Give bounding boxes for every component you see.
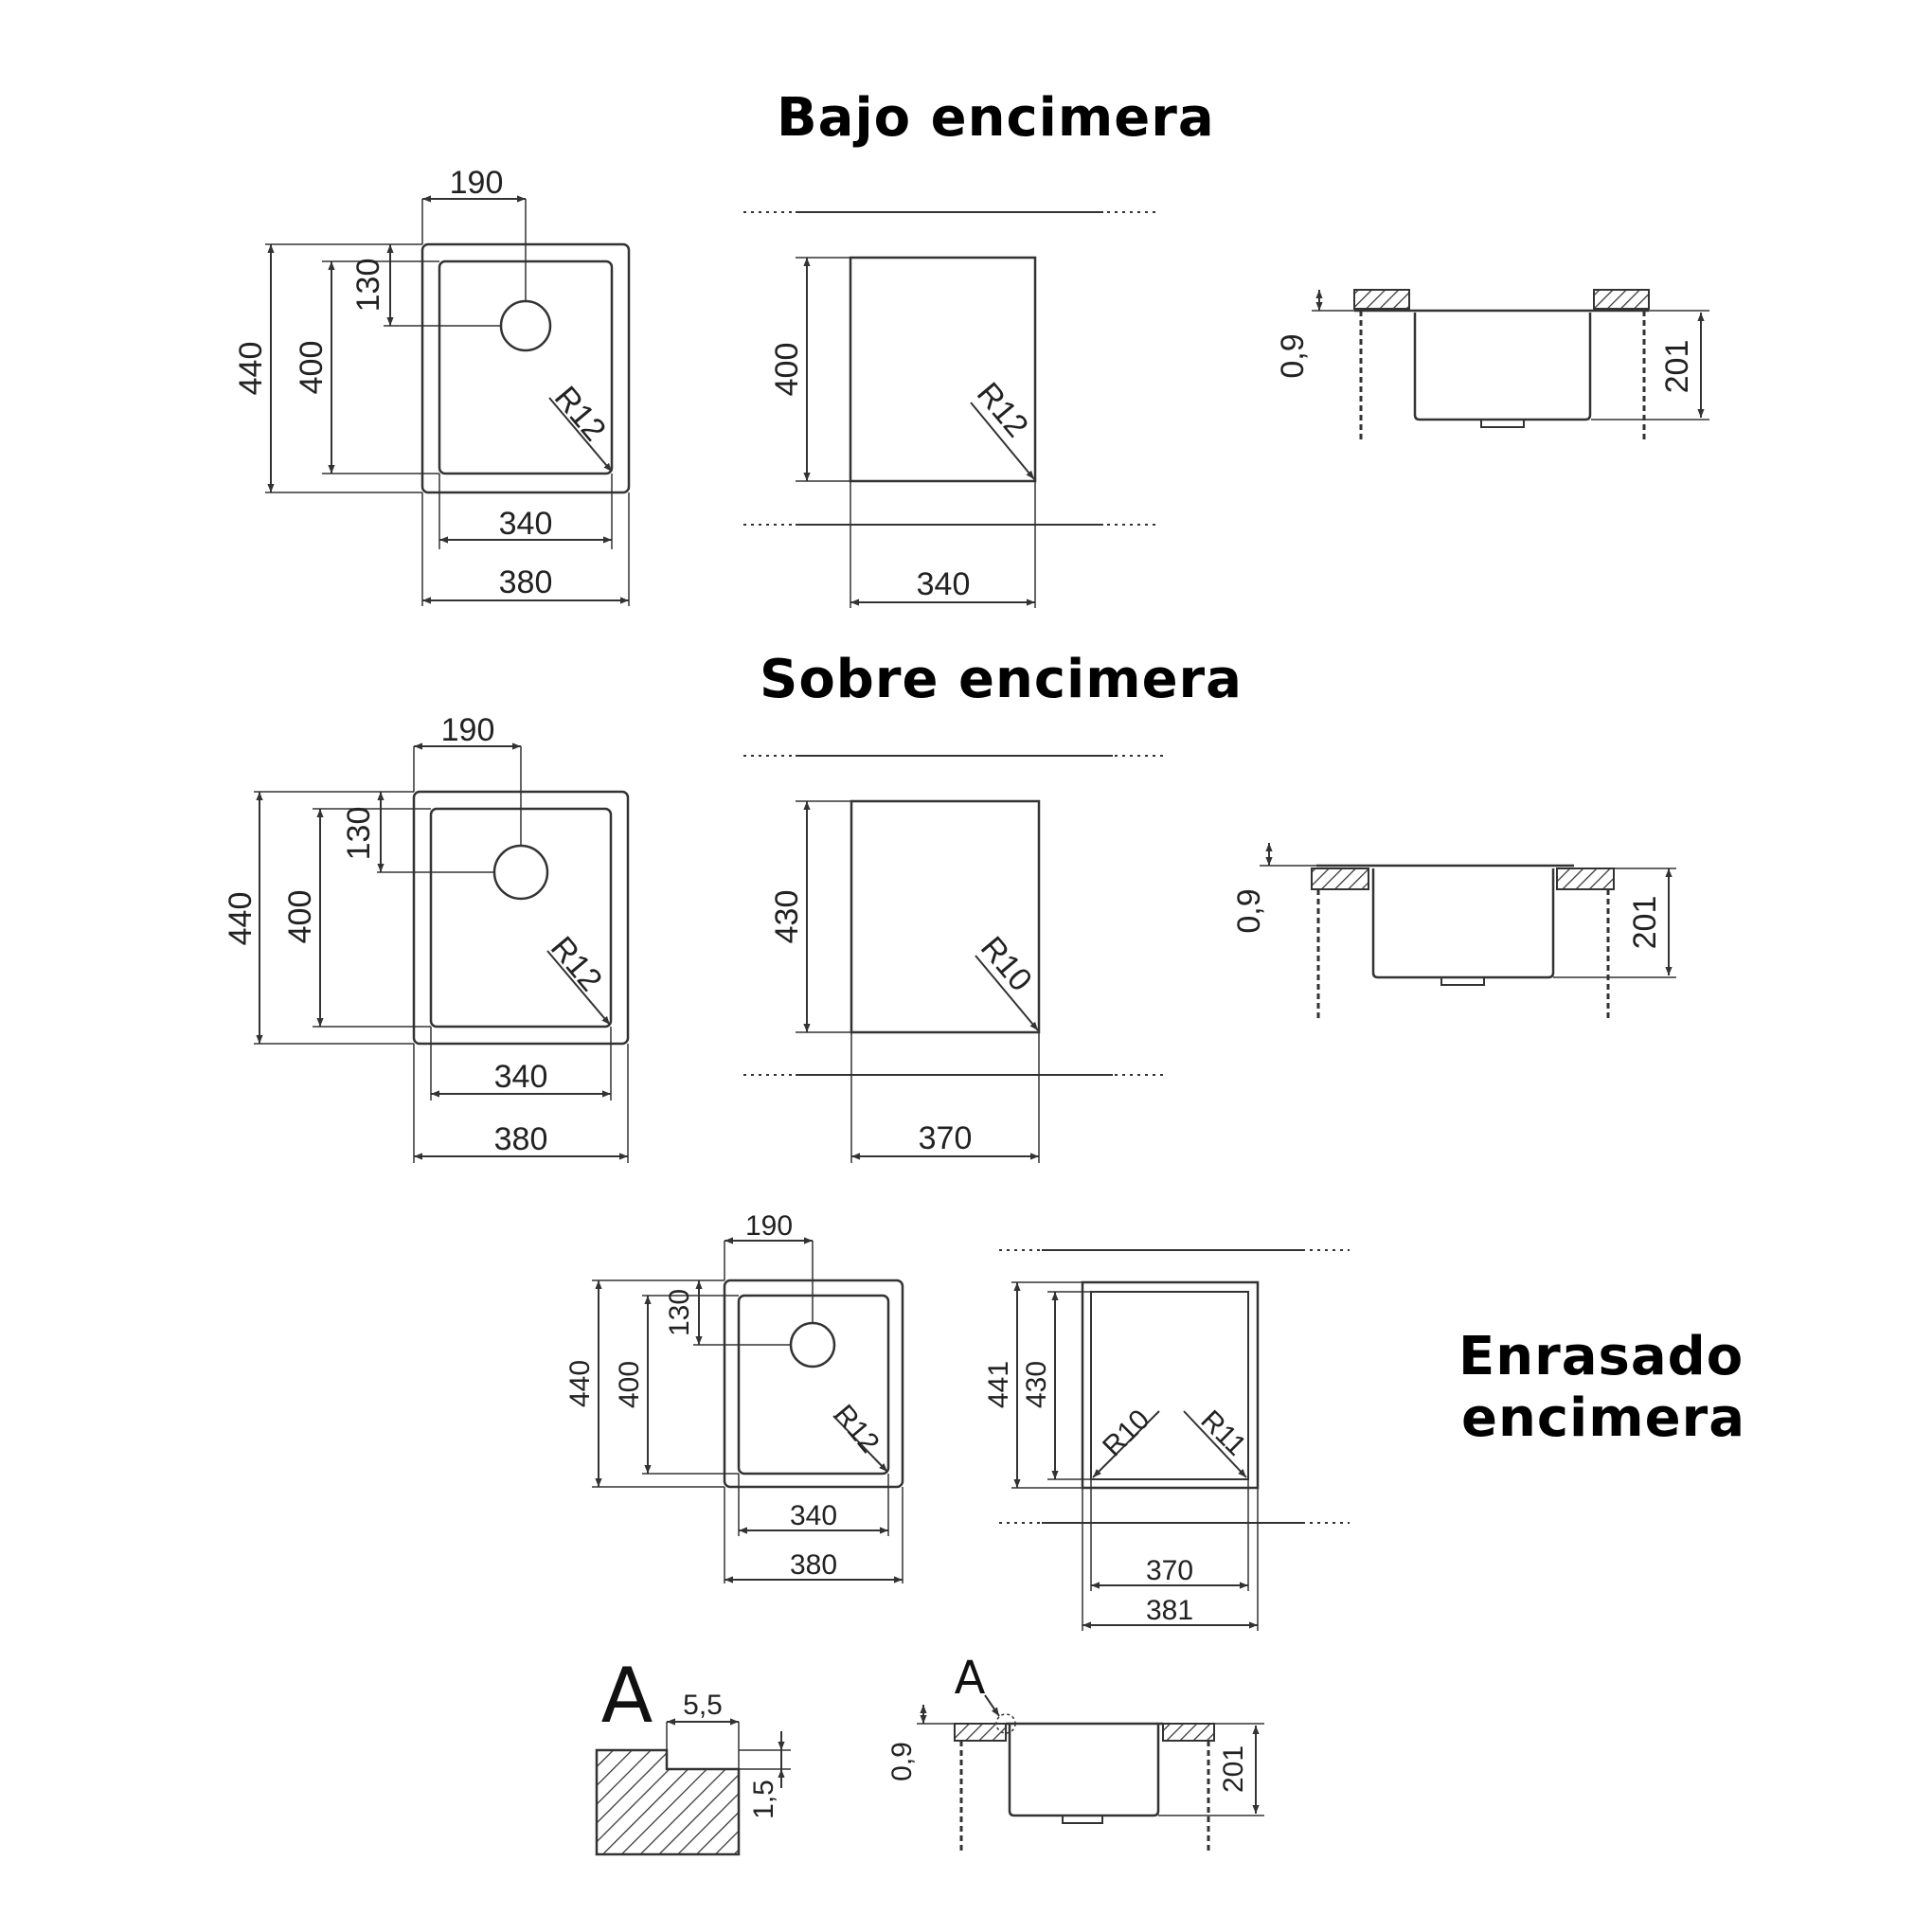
enrasado-outer-rim [724, 1280, 903, 1487]
detail-a-label: A [600, 1652, 653, 1740]
sobre-cutout-dim-370: 370 [918, 1120, 973, 1156]
sobre-dim-340: 340 [493, 1059, 548, 1095]
enrasado-cutout-dim-r11: R11 [1194, 1404, 1253, 1462]
sobre-cutout-view [743, 756, 1165, 1163]
sobre-cutout-dim-r10: R10 [973, 929, 1040, 999]
enrasado-cutout-dim-r10: R10 [1097, 1404, 1156, 1463]
detail-a-hatched-section [597, 1750, 739, 1854]
sobre-drain [494, 846, 547, 899]
bajo-dim-380: 380 [498, 564, 553, 600]
enrasado-dim-190: 190 [744, 1210, 794, 1242]
detail-a-dim-55: 5,5 [683, 1690, 723, 1721]
bajo-dim-130: 130 [350, 258, 386, 313]
sobre-bowl-section [1373, 868, 1553, 977]
bajo-cutout-dim-340: 340 [916, 566, 971, 602]
enrasado-dim-130: 130 [664, 1288, 695, 1337]
enrasado-cutout-dim-430: 430 [1021, 1360, 1052, 1409]
enrasado-dim-440: 440 [564, 1359, 596, 1408]
enrasado-cutout-dim-370: 370 [1145, 1555, 1194, 1586]
bajo-section-dim-201: 201 [1659, 339, 1695, 394]
bajo-cutout-view [743, 212, 1155, 608]
title-bajo-encimera: Bajo encimera [777, 87, 1215, 149]
sobre-section-dim-09: 0,9 [1231, 888, 1267, 934]
enrasado-cutout-dim-381: 381 [1145, 1595, 1194, 1626]
sobre-cutout-dim-430: 430 [769, 889, 805, 944]
sobre-dim-190: 190 [440, 712, 495, 748]
bajo-cutout-dim-r12: R12 [969, 375, 1036, 445]
sobre-dim-440: 440 [223, 891, 259, 946]
bajo-counter-left [1354, 290, 1409, 309]
enrasado-section-view [917, 1695, 1264, 1852]
sobre-section-dim-201: 201 [1627, 895, 1663, 950]
sobre-counter-left [1312, 868, 1368, 889]
enrasado-section-dim-201: 201 [1218, 1744, 1249, 1794]
bajo-dim-440: 440 [233, 341, 269, 396]
sobre-counter-right [1557, 868, 1614, 889]
title-enrasado-line1: Enrasado [1458, 1326, 1744, 1387]
enrasado-dim-400: 400 [614, 1360, 645, 1409]
bajo-dim-340: 340 [498, 506, 553, 542]
sobre-dim-r12: R12 [543, 929, 610, 999]
enrasado-bowl-section [1010, 1724, 1158, 1816]
bajo-dim-190: 190 [449, 165, 504, 201]
bajo-section-dim-09: 0,9 [1275, 333, 1311, 379]
enrasado-dim-340: 340 [789, 1500, 838, 1531]
enrasado-counter-right [1163, 1724, 1214, 1741]
sobre-dim-130: 130 [341, 806, 377, 861]
bajo-counter-right [1594, 290, 1649, 309]
enrasado-drain [791, 1323, 834, 1367]
bajo-dim-r12: R12 [546, 379, 614, 449]
bajo-drain [501, 301, 550, 350]
bajo-dim-400: 400 [294, 340, 330, 395]
enrasado-section-dim-09: 0,9 [886, 1742, 918, 1781]
title-enrasado-line2: encimera [1461, 1387, 1745, 1449]
sobre-section-view [1260, 843, 1676, 1021]
bajo-bowl-section [1415, 313, 1590, 420]
enrasado-dim-r12: R12 [827, 1399, 886, 1459]
detail-a-dim-15: 1,5 [748, 1780, 779, 1819]
enrasado-section-label-a: A [954, 1652, 986, 1705]
title-sobre-encimera: Sobre encimera [760, 649, 1243, 710]
sobre-dim-380: 380 [493, 1121, 548, 1157]
bajo-cutout-dim-400: 400 [769, 342, 805, 397]
enrasado-counter-left [955, 1724, 1006, 1741]
enrasado-cutout-dim-441: 441 [983, 1360, 1014, 1409]
enrasado-dim-380: 380 [789, 1549, 838, 1581]
bajo-section-view [1312, 290, 1709, 439]
sobre-dim-400: 400 [282, 889, 318, 944]
